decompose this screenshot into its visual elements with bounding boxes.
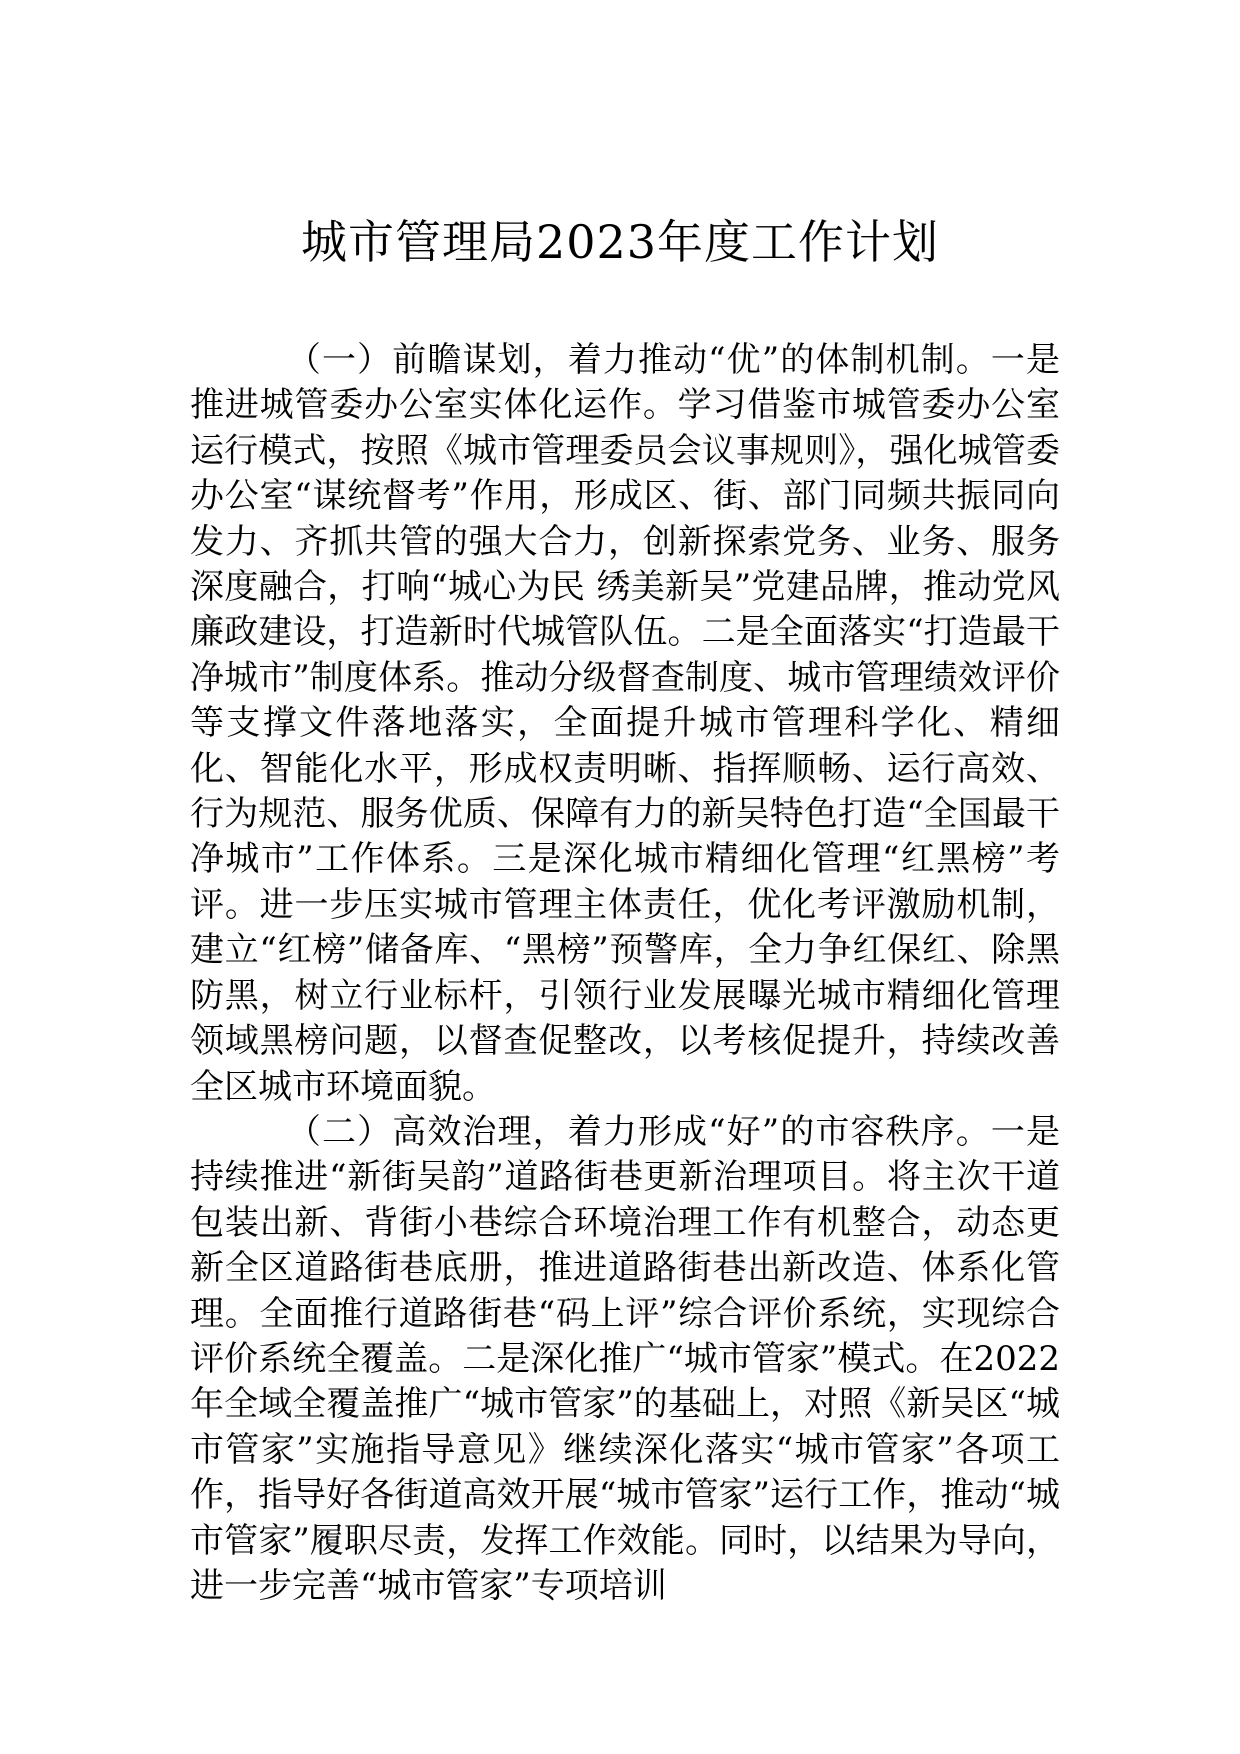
- document-title: 城市管理局2023年度工作计划: [300, 215, 940, 269]
- paragraph-1: （一）前瞻谋划，着力推动“优”的体制机制。一是推进城管委办公室实体化运作。学习借鉴市城管委办公室运行模式，按照《城市管理委员会议事规则》，强化城管委办公室“谋统督考”作用，形成区、街、部门同频共振同向发力、齐抓共管的强大合力，创新探索党务、业务、服务深度融合，打响“城心为民 绣美新吴”党建品牌，推动党风廉政建设，打造新时代城管队伍。二是全面落实“打造最干净城市”制度体系。推动分级督查制度、城市管理绩效评价等支撑文件落地落实，全面提升城市管理科学化、精细化、智能化水平，形成权责明晰、指挥顺畅、运行高效、行为规范、服务优质、保障有力的新吴特色打造“全国最干净城市”工作体系。三是深化城市精细化管理“红黑榜”考评。进一步压实城市管理主体责任，优化考评激励机制，建立“红榜”储备库、“黑榜”预警库，全力争红保红、除黑防黑，树立行业标杆，引领行业发展曝光城市精细化管理领域黑榜问题，以督查促整改，以考核促提升，持续改善全区城市环境面貌。: [190, 340, 1060, 1107]
- document-body: [190, 338, 1060, 1609]
- paragraph-2: （二）高效治理，着力形成“好”的市容秩序。一是持续推进“新街吴韵”道路街巷更新治理项目。将主次干道包装出新、背街小巷综合环境治理工作有机整合，动态更新全区道路街巷底册，推进道路街巷出新改造、体系化管理。全面推行道路街巷“码上评”综合评价系统，实现综合评价系统全覆盖。二是深化推广“城市管家”模式。在2022年全域全覆盖推广“城市管家”的基础上，对照《新吴区“城市管家”实施指导意见》继续深化落实“城市管家”各项工作，指导好各街道高效开展“城市管家”运行工作，推动“城市管家”履职尽责，发挥工作效能。同时，以结果为导向，进一步完善“城市管家”专项培训: [190, 1111, 1060, 1606]
